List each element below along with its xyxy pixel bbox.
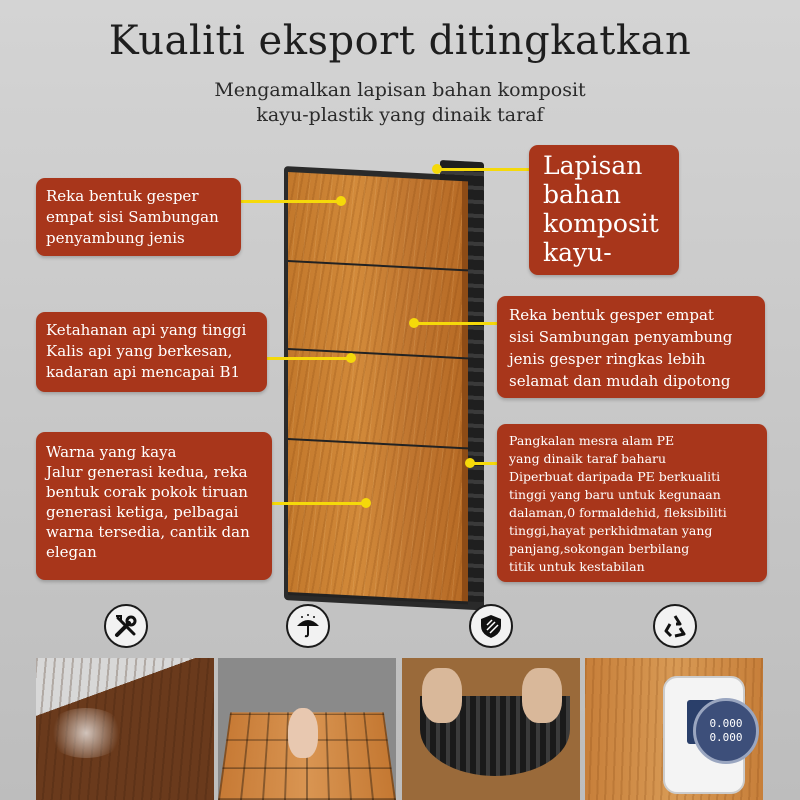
photo-flexible-base xyxy=(402,658,580,800)
tools-icon xyxy=(104,604,148,648)
tile-plank xyxy=(288,350,468,447)
foot xyxy=(288,708,318,758)
callout-line: Reka bentuk gesper xyxy=(46,187,199,205)
callout-line: penyambung jenis xyxy=(46,229,185,247)
callout-line: kayu- xyxy=(543,238,612,267)
callout-line: Warna yang kaya xyxy=(46,443,177,461)
callout-pe-base xyxy=(497,424,767,582)
callout-line: panjang,sokongan berbilang xyxy=(509,541,690,556)
connector-dot xyxy=(409,318,419,328)
hand xyxy=(422,668,462,723)
callout-line: Jalur generasi kedua, reka xyxy=(46,463,248,481)
umbrella-rain-icon xyxy=(286,604,330,648)
shield-icon xyxy=(469,604,513,648)
connector-dot xyxy=(336,196,346,206)
photo-waterproof xyxy=(36,658,214,800)
callout-line: bahan xyxy=(543,180,622,209)
callout-line: kadaran api mencapai B1 xyxy=(46,363,241,381)
callout-line: empat sisi Sambungan xyxy=(46,208,219,226)
callout-line: yang dinaik taraf baharu xyxy=(509,451,667,466)
callout-rich-colors xyxy=(36,432,272,580)
callout-line: komposit xyxy=(543,209,659,238)
subtitle-line: kayu-plastik yang dinaik taraf xyxy=(256,104,544,126)
callout-line: warna tersedia, cantik dan xyxy=(46,523,250,541)
callout-line: Reka bentuk gesper empat xyxy=(509,306,714,324)
page-title: Kualiti eksport ditingkatkan xyxy=(108,18,692,64)
callout-line: Pangkalan mesra alam PE xyxy=(509,433,675,448)
subtitle-line: Mengamalkan lapisan bahan komposit xyxy=(214,79,586,101)
connector-dot xyxy=(465,458,475,468)
recycle-icon xyxy=(653,604,697,648)
connector-line xyxy=(414,322,497,325)
callout-line: sisi Sambungan penyambung xyxy=(509,328,733,346)
tile-plank xyxy=(288,172,468,269)
meter-reading: 0.000 xyxy=(709,731,743,744)
callout-line: tinggi,hayat perkhidmatan yang xyxy=(509,523,713,538)
meter-readout-zoom xyxy=(693,698,759,764)
callout-line: generasi ketiga, pelbagai xyxy=(46,503,239,521)
connector-line xyxy=(437,168,529,171)
callout-line: titik untuk kestabilan xyxy=(509,559,645,574)
callout-line: Ketahanan api yang tinggi xyxy=(46,321,247,339)
tile-plank xyxy=(288,440,468,601)
callout-line: Lapisan xyxy=(543,151,643,180)
callout-connector-design xyxy=(497,296,765,398)
connector-line xyxy=(241,200,341,203)
connector-dot xyxy=(432,164,442,174)
tile-plank xyxy=(288,262,468,357)
page-subtitle xyxy=(0,78,800,128)
connector-line xyxy=(272,502,366,505)
photo-formaldehyde-meter xyxy=(585,658,763,800)
callout-line: dalaman,0 formaldehid, fleksibiliti xyxy=(509,505,727,520)
water-splash xyxy=(46,708,126,758)
meter-reading: 0.000 xyxy=(709,717,743,730)
callout-line: Diperbuat daripada PE berkualiti xyxy=(509,469,721,484)
callout-line: jenis gesper ringkas lebih xyxy=(509,350,706,368)
hand xyxy=(522,668,562,723)
photo-barefoot-deck xyxy=(218,658,396,800)
callout-line: elegan xyxy=(46,543,97,561)
connector-dot xyxy=(346,353,356,363)
callout-fire-resistance xyxy=(36,312,267,392)
callout-buckle-design xyxy=(36,178,241,256)
callout-composite-layer xyxy=(529,145,679,275)
callout-line: bentuk corak pokok tiruan xyxy=(46,483,248,501)
callout-line: tinggi yang baru untuk kegunaan xyxy=(509,487,721,502)
connector-line xyxy=(267,357,351,360)
connector-dot xyxy=(361,498,371,508)
callout-line: Kalis api yang berkesan, xyxy=(46,342,233,360)
callout-line: selamat dan mudah dipotong xyxy=(509,372,731,390)
